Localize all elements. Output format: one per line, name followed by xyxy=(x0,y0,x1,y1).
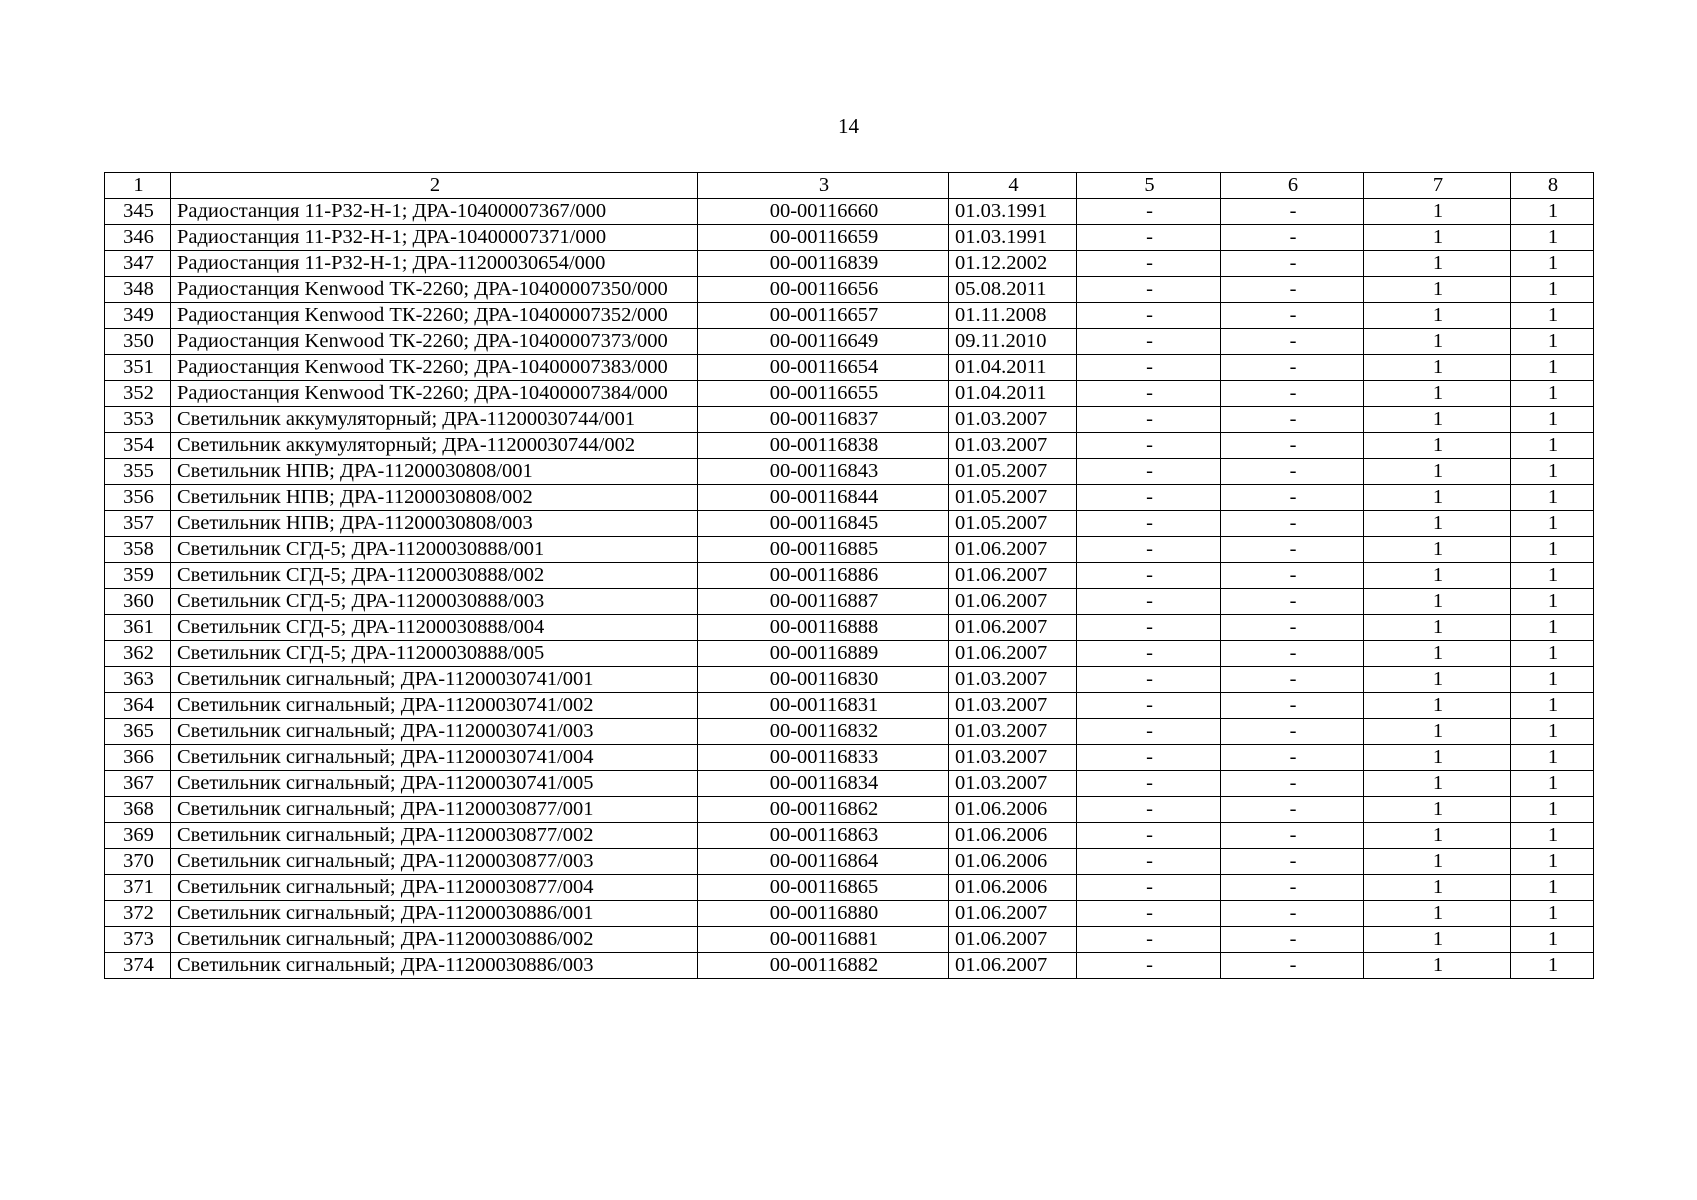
column-6-cell: - xyxy=(1221,199,1364,225)
item-name-cell: Светильник сигнальный; ДРА-11200030877/004 xyxy=(171,875,698,901)
column-5-cell: - xyxy=(1077,225,1221,251)
column-5-cell: - xyxy=(1077,433,1221,459)
column-8-cell: 1 xyxy=(1511,849,1594,875)
item-name-cell: Радиостанция Kenwood ТК-2260; ДРА-10400007352/000 xyxy=(171,303,698,329)
date-cell: 01.06.2007 xyxy=(949,953,1077,979)
column-6-cell: - xyxy=(1221,719,1364,745)
item-name-cell: Светильник сигнальный; ДРА-11200030741/002 xyxy=(171,693,698,719)
column-8-cell: 1 xyxy=(1511,277,1594,303)
column-7-cell: 1 xyxy=(1364,797,1511,823)
column-5-cell: - xyxy=(1077,615,1221,641)
column-6-cell: - xyxy=(1221,251,1364,277)
column-7-cell: 1 xyxy=(1364,199,1511,225)
row-number-cell: 345 xyxy=(105,199,171,225)
column-5-cell: - xyxy=(1077,823,1221,849)
item-name-cell: Радиостанция 11-Р32-Н-1; ДРА-10400007367/000 xyxy=(171,199,698,225)
date-cell: 01.03.2007 xyxy=(949,693,1077,719)
item-name-cell: Радиостанция 11-Р32-Н-1; ДРА-10400007371/000 xyxy=(171,225,698,251)
table-row xyxy=(105,667,1594,693)
inventory-code-cell: 00-00116887 xyxy=(698,589,949,615)
item-name-cell: Светильник НПВ; ДРА-11200030808/003 xyxy=(171,511,698,537)
table-row xyxy=(105,459,1594,485)
column-8-cell: 1 xyxy=(1511,953,1594,979)
date-cell: 01.06.2006 xyxy=(949,823,1077,849)
row-number-cell: 364 xyxy=(105,693,171,719)
row-number-cell: 355 xyxy=(105,459,171,485)
inventory-code-cell: 00-00116830 xyxy=(698,667,949,693)
column-5-cell: - xyxy=(1077,381,1221,407)
column-8-cell: 1 xyxy=(1511,563,1594,589)
inventory-code-cell: 00-00116659 xyxy=(698,225,949,251)
column-header: 4 xyxy=(949,173,1077,199)
column-8-cell: 1 xyxy=(1511,355,1594,381)
item-name-cell: Светильник сигнальный; ДРА-11200030877/002 xyxy=(171,823,698,849)
item-name-cell: Светильник сигнальный; ДРА-11200030886/001 xyxy=(171,901,698,927)
column-6-cell: - xyxy=(1221,745,1364,771)
column-5-cell: - xyxy=(1077,589,1221,615)
date-cell: 01.03.2007 xyxy=(949,407,1077,433)
column-7-cell: 1 xyxy=(1364,615,1511,641)
column-6-cell: - xyxy=(1221,407,1364,433)
column-6-cell: - xyxy=(1221,225,1364,251)
column-5-cell: - xyxy=(1077,355,1221,381)
date-cell: 01.11.2008 xyxy=(949,303,1077,329)
column-7-cell: 1 xyxy=(1364,225,1511,251)
column-6-cell: - xyxy=(1221,641,1364,667)
column-7-cell: 1 xyxy=(1364,485,1511,511)
row-number-cell: 374 xyxy=(105,953,171,979)
column-5-cell: - xyxy=(1077,667,1221,693)
column-5-cell: - xyxy=(1077,511,1221,537)
column-6-cell: - xyxy=(1221,355,1364,381)
column-6-cell: - xyxy=(1221,901,1364,927)
date-cell: 01.06.2007 xyxy=(949,901,1077,927)
column-8-cell: 1 xyxy=(1511,797,1594,823)
column-8-cell: 1 xyxy=(1511,537,1594,563)
row-number-cell: 370 xyxy=(105,849,171,875)
column-5-cell: - xyxy=(1077,329,1221,355)
column-6-cell: - xyxy=(1221,563,1364,589)
inventory-code-cell: 00-00116862 xyxy=(698,797,949,823)
column-7-cell: 1 xyxy=(1364,277,1511,303)
column-7-cell: 1 xyxy=(1364,381,1511,407)
date-cell: 01.04.2011 xyxy=(949,381,1077,407)
column-7-cell: 1 xyxy=(1364,329,1511,355)
inventory-code-cell: 00-00116834 xyxy=(698,771,949,797)
table-row xyxy=(105,589,1594,615)
column-7-cell: 1 xyxy=(1364,641,1511,667)
table-row xyxy=(105,823,1594,849)
date-cell: 01.12.2002 xyxy=(949,251,1077,277)
column-7-cell: 1 xyxy=(1364,407,1511,433)
column-7-cell: 1 xyxy=(1364,901,1511,927)
column-7-cell: 1 xyxy=(1364,251,1511,277)
item-name-cell: Светильник СГД-5; ДРА-11200030888/003 xyxy=(171,589,698,615)
column-7-cell: 1 xyxy=(1364,823,1511,849)
date-cell: 01.06.2007 xyxy=(949,563,1077,589)
column-5-cell: - xyxy=(1077,251,1221,277)
column-5-cell: - xyxy=(1077,953,1221,979)
row-number-cell: 366 xyxy=(105,745,171,771)
row-number-cell: 362 xyxy=(105,641,171,667)
column-7-cell: 1 xyxy=(1364,849,1511,875)
column-8-cell: 1 xyxy=(1511,433,1594,459)
column-6-cell: - xyxy=(1221,953,1364,979)
item-name-cell: Радиостанция Kenwood ТК-2260; ДРА-10400007373/000 xyxy=(171,329,698,355)
column-7-cell: 1 xyxy=(1364,355,1511,381)
item-name-cell: Светильник СГД-5; ДРА-11200030888/002 xyxy=(171,563,698,589)
table-row xyxy=(105,771,1594,797)
date-cell: 01.03.1991 xyxy=(949,199,1077,225)
column-5-cell: - xyxy=(1077,797,1221,823)
column-8-cell: 1 xyxy=(1511,615,1594,641)
row-number-cell: 358 xyxy=(105,537,171,563)
item-name-cell: Светильник аккумуляторный; ДРА-11200030744/001 xyxy=(171,407,698,433)
inventory-code-cell: 00-00116839 xyxy=(698,251,949,277)
row-number-cell: 369 xyxy=(105,823,171,849)
inventory-code-cell: 00-00116837 xyxy=(698,407,949,433)
column-8-cell: 1 xyxy=(1511,927,1594,953)
column-6-cell: - xyxy=(1221,667,1364,693)
row-number-cell: 346 xyxy=(105,225,171,251)
item-name-cell: Светильник сигнальный; ДРА-11200030877/001 xyxy=(171,797,698,823)
date-cell: 01.03.2007 xyxy=(949,433,1077,459)
row-number-cell: 353 xyxy=(105,407,171,433)
date-cell: 05.08.2011 xyxy=(949,277,1077,303)
inventory-code-cell: 00-00116888 xyxy=(698,615,949,641)
inventory-code-cell: 00-00116831 xyxy=(698,693,949,719)
column-7-cell: 1 xyxy=(1364,953,1511,979)
inventory-code-cell: 00-00116657 xyxy=(698,303,949,329)
inventory-code-cell: 00-00116881 xyxy=(698,927,949,953)
column-7-cell: 1 xyxy=(1364,693,1511,719)
column-8-cell: 1 xyxy=(1511,719,1594,745)
date-cell: 01.05.2007 xyxy=(949,459,1077,485)
table-row xyxy=(105,225,1594,251)
column-6-cell: - xyxy=(1221,589,1364,615)
column-6-cell: - xyxy=(1221,485,1364,511)
date-cell: 01.06.2007 xyxy=(949,537,1077,563)
column-5-cell: - xyxy=(1077,693,1221,719)
inventory-table xyxy=(104,172,1594,979)
inventory-code-cell: 00-00116832 xyxy=(698,719,949,745)
column-8-cell: 1 xyxy=(1511,901,1594,927)
inventory-code-cell: 00-00116885 xyxy=(698,537,949,563)
page-number: 14 xyxy=(838,114,859,138)
column-5-cell: - xyxy=(1077,927,1221,953)
inventory-code-cell: 00-00116864 xyxy=(698,849,949,875)
column-8-cell: 1 xyxy=(1511,485,1594,511)
item-name-cell: Светильник аккумуляторный; ДРА-11200030744/002 xyxy=(171,433,698,459)
table-row xyxy=(105,641,1594,667)
row-number-cell: 356 xyxy=(105,485,171,511)
column-6-cell: - xyxy=(1221,693,1364,719)
table-header xyxy=(105,173,1594,199)
header-row xyxy=(105,173,1594,199)
inventory-code-cell: 00-00116889 xyxy=(698,641,949,667)
column-5-cell: - xyxy=(1077,849,1221,875)
column-8-cell: 1 xyxy=(1511,823,1594,849)
date-cell: 01.06.2007 xyxy=(949,641,1077,667)
row-number-cell: 373 xyxy=(105,927,171,953)
column-5-cell: - xyxy=(1077,901,1221,927)
column-7-cell: 1 xyxy=(1364,719,1511,745)
column-5-cell: - xyxy=(1077,277,1221,303)
inventory-code-cell: 00-00116649 xyxy=(698,329,949,355)
column-6-cell: - xyxy=(1221,329,1364,355)
column-7-cell: 1 xyxy=(1364,875,1511,901)
column-7-cell: 1 xyxy=(1364,927,1511,953)
column-5-cell: - xyxy=(1077,771,1221,797)
date-cell: 01.06.2006 xyxy=(949,849,1077,875)
column-8-cell: 1 xyxy=(1511,407,1594,433)
table-row xyxy=(105,485,1594,511)
inventory-code-cell: 00-00116886 xyxy=(698,563,949,589)
table-row xyxy=(105,511,1594,537)
column-8-cell: 1 xyxy=(1511,459,1594,485)
inventory-code-cell: 00-00116882 xyxy=(698,953,949,979)
date-cell: 01.03.2007 xyxy=(949,771,1077,797)
column-6-cell: - xyxy=(1221,875,1364,901)
inventory-code-cell: 00-00116654 xyxy=(698,355,949,381)
column-7-cell: 1 xyxy=(1364,433,1511,459)
column-7-cell: 1 xyxy=(1364,563,1511,589)
table-row xyxy=(105,797,1594,823)
inventory-code-cell: 00-00116655 xyxy=(698,381,949,407)
row-number-cell: 349 xyxy=(105,303,171,329)
column-7-cell: 1 xyxy=(1364,511,1511,537)
table-row xyxy=(105,277,1594,303)
column-7-cell: 1 xyxy=(1364,537,1511,563)
column-6-cell: - xyxy=(1221,537,1364,563)
row-number-cell: 363 xyxy=(105,667,171,693)
date-cell: 01.06.2007 xyxy=(949,615,1077,641)
table-row xyxy=(105,927,1594,953)
column-6-cell: - xyxy=(1221,381,1364,407)
column-header: 3 xyxy=(698,173,949,199)
column-5-cell: - xyxy=(1077,459,1221,485)
column-6-cell: - xyxy=(1221,615,1364,641)
row-number-cell: 371 xyxy=(105,875,171,901)
inventory-code-cell: 00-00116865 xyxy=(698,875,949,901)
table-row xyxy=(105,745,1594,771)
column-header: 7 xyxy=(1364,173,1511,199)
date-cell: 01.06.2007 xyxy=(949,927,1077,953)
column-5-cell: - xyxy=(1077,485,1221,511)
table-row xyxy=(105,303,1594,329)
column-header: 2 xyxy=(171,173,698,199)
item-name-cell: Радиостанция 11-Р32-Н-1; ДРА-11200030654/000 xyxy=(171,251,698,277)
date-cell: 01.04.2011 xyxy=(949,355,1077,381)
column-header: 1 xyxy=(105,173,171,199)
column-5-cell: - xyxy=(1077,199,1221,225)
date-cell: 09.11.2010 xyxy=(949,329,1077,355)
date-cell: 01.03.1991 xyxy=(949,225,1077,251)
column-6-cell: - xyxy=(1221,433,1364,459)
column-6-cell: - xyxy=(1221,797,1364,823)
date-cell: 01.03.2007 xyxy=(949,745,1077,771)
table-row xyxy=(105,563,1594,589)
item-name-cell: Радиостанция Kenwood ТК-2260; ДРА-10400007384/000 xyxy=(171,381,698,407)
item-name-cell: Светильник СГД-5; ДРА-11200030888/004 xyxy=(171,615,698,641)
column-7-cell: 1 xyxy=(1364,745,1511,771)
date-cell: 01.06.2006 xyxy=(949,875,1077,901)
row-number-cell: 360 xyxy=(105,589,171,615)
column-7-cell: 1 xyxy=(1364,667,1511,693)
column-5-cell: - xyxy=(1077,537,1221,563)
column-6-cell: - xyxy=(1221,459,1364,485)
date-cell: 01.06.2007 xyxy=(949,589,1077,615)
inventory-code-cell: 00-00116843 xyxy=(698,459,949,485)
column-8-cell: 1 xyxy=(1511,303,1594,329)
row-number-cell: 368 xyxy=(105,797,171,823)
table-row xyxy=(105,719,1594,745)
table-row xyxy=(105,537,1594,563)
column-header: 6 xyxy=(1221,173,1364,199)
column-8-cell: 1 xyxy=(1511,199,1594,225)
table-row xyxy=(105,329,1594,355)
column-8-cell: 1 xyxy=(1511,251,1594,277)
column-6-cell: - xyxy=(1221,927,1364,953)
column-7-cell: 1 xyxy=(1364,303,1511,329)
column-8-cell: 1 xyxy=(1511,641,1594,667)
item-name-cell: Светильник сигнальный; ДРА-11200030741/005 xyxy=(171,771,698,797)
inventory-code-cell: 00-00116660 xyxy=(698,199,949,225)
row-number-cell: 354 xyxy=(105,433,171,459)
row-number-cell: 367 xyxy=(105,771,171,797)
column-header: 8 xyxy=(1511,173,1594,199)
item-name-cell: Светильник СГД-5; ДРА-11200030888/005 xyxy=(171,641,698,667)
date-cell: 01.06.2006 xyxy=(949,797,1077,823)
column-6-cell: - xyxy=(1221,849,1364,875)
inventory-code-cell: 00-00116844 xyxy=(698,485,949,511)
column-7-cell: 1 xyxy=(1364,459,1511,485)
item-name-cell: Светильник сигнальный; ДРА-11200030741/001 xyxy=(171,667,698,693)
column-8-cell: 1 xyxy=(1511,381,1594,407)
column-5-cell: - xyxy=(1077,563,1221,589)
inventory-code-cell: 00-00116880 xyxy=(698,901,949,927)
row-number-cell: 357 xyxy=(105,511,171,537)
column-8-cell: 1 xyxy=(1511,745,1594,771)
item-name-cell: Радиостанция Kenwood ТК-2260; ДРА-10400007383/000 xyxy=(171,355,698,381)
inventory-code-cell: 00-00116838 xyxy=(698,433,949,459)
table-row xyxy=(105,693,1594,719)
item-name-cell: Светильник сигнальный; ДРА-11200030886/002 xyxy=(171,927,698,953)
item-name-cell: Светильник сигнальный; ДРА-11200030877/003 xyxy=(171,849,698,875)
inventory-code-cell: 00-00116845 xyxy=(698,511,949,537)
row-number-cell: 372 xyxy=(105,901,171,927)
row-number-cell: 359 xyxy=(105,563,171,589)
column-7-cell: 1 xyxy=(1364,589,1511,615)
column-8-cell: 1 xyxy=(1511,225,1594,251)
row-number-cell: 351 xyxy=(105,355,171,381)
table-row xyxy=(105,199,1594,225)
table-row xyxy=(105,615,1594,641)
item-name-cell: Радиостанция Kenwood ТК-2260; ДРА-10400007350/000 xyxy=(171,277,698,303)
column-8-cell: 1 xyxy=(1511,693,1594,719)
inventory-code-cell: 00-00116863 xyxy=(698,823,949,849)
column-5-cell: - xyxy=(1077,407,1221,433)
table-row xyxy=(105,849,1594,875)
table-body xyxy=(105,199,1594,979)
table-row xyxy=(105,901,1594,927)
item-name-cell: Светильник сигнальный; ДРА-11200030741/004 xyxy=(171,745,698,771)
column-header: 5 xyxy=(1077,173,1221,199)
column-6-cell: - xyxy=(1221,823,1364,849)
row-number-cell: 361 xyxy=(105,615,171,641)
item-name-cell: Светильник СГД-5; ДРА-11200030888/001 xyxy=(171,537,698,563)
column-6-cell: - xyxy=(1221,277,1364,303)
table-row xyxy=(105,251,1594,277)
column-8-cell: 1 xyxy=(1511,771,1594,797)
table-row xyxy=(105,381,1594,407)
date-cell: 01.05.2007 xyxy=(949,511,1077,537)
date-cell: 01.03.2007 xyxy=(949,719,1077,745)
row-number-cell: 352 xyxy=(105,381,171,407)
column-6-cell: - xyxy=(1221,771,1364,797)
table-row xyxy=(105,407,1594,433)
row-number-cell: 347 xyxy=(105,251,171,277)
column-8-cell: 1 xyxy=(1511,589,1594,615)
column-5-cell: - xyxy=(1077,303,1221,329)
item-name-cell: Светильник НПВ; ДРА-11200030808/001 xyxy=(171,459,698,485)
table-row xyxy=(105,355,1594,381)
item-name-cell: Светильник НПВ; ДРА-11200030808/002 xyxy=(171,485,698,511)
column-5-cell: - xyxy=(1077,641,1221,667)
column-8-cell: 1 xyxy=(1511,875,1594,901)
column-8-cell: 1 xyxy=(1511,667,1594,693)
column-8-cell: 1 xyxy=(1511,329,1594,355)
inventory-code-cell: 00-00116656 xyxy=(698,277,949,303)
column-5-cell: - xyxy=(1077,719,1221,745)
item-name-cell: Светильник сигнальный; ДРА-11200030886/003 xyxy=(171,953,698,979)
column-5-cell: - xyxy=(1077,875,1221,901)
table-row xyxy=(105,875,1594,901)
column-6-cell: - xyxy=(1221,511,1364,537)
column-7-cell: 1 xyxy=(1364,771,1511,797)
table-row xyxy=(105,433,1594,459)
item-name-cell: Светильник сигнальный; ДРА-11200030741/003 xyxy=(171,719,698,745)
column-8-cell: 1 xyxy=(1511,511,1594,537)
table-row xyxy=(105,953,1594,979)
inventory-code-cell: 00-00116833 xyxy=(698,745,949,771)
date-cell: 01.05.2007 xyxy=(949,485,1077,511)
row-number-cell: 348 xyxy=(105,277,171,303)
date-cell: 01.03.2007 xyxy=(949,667,1077,693)
column-5-cell: - xyxy=(1077,745,1221,771)
row-number-cell: 350 xyxy=(105,329,171,355)
column-6-cell: - xyxy=(1221,303,1364,329)
row-number-cell: 365 xyxy=(105,719,171,745)
